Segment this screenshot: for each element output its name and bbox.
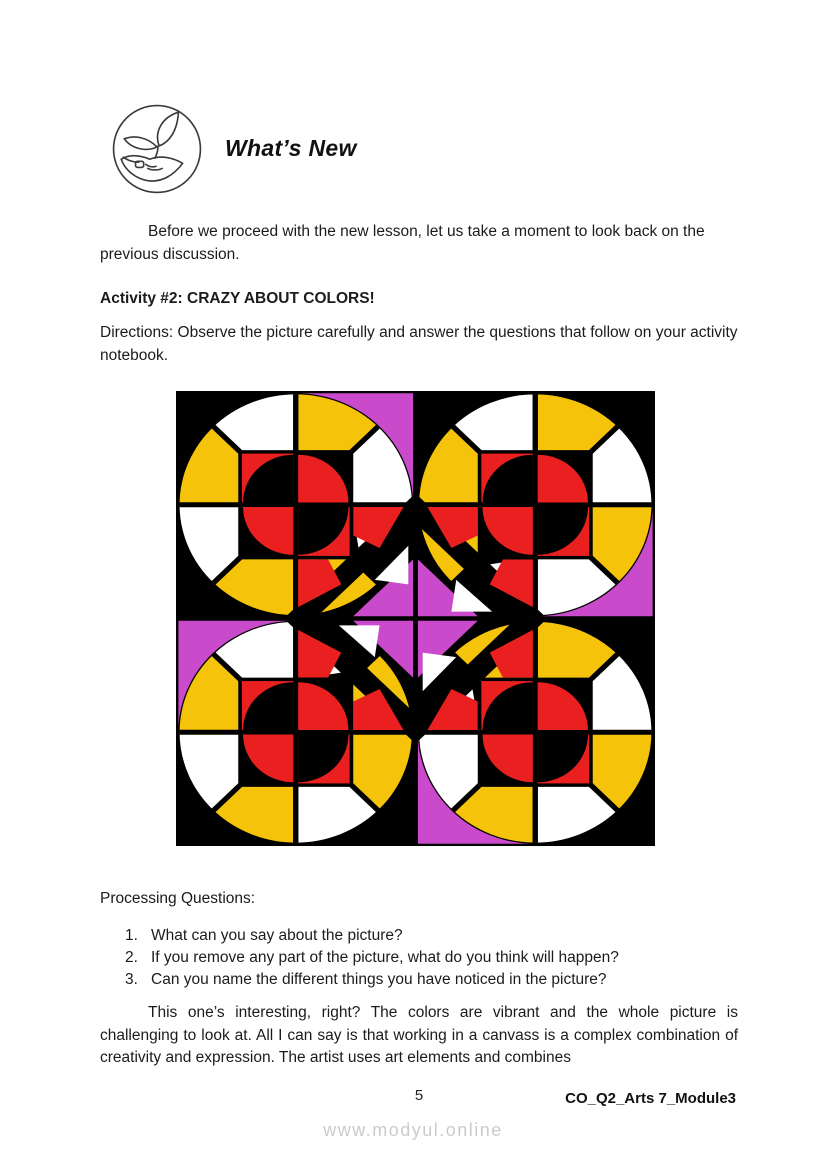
list-item (125, 947, 725, 969)
processing-questions-heading: Processing Questions: (100, 890, 256, 907)
page-number: 5 (414, 1087, 424, 1104)
question-text: Can you name the different things you have noticed in the picture? (151, 970, 607, 988)
hand-seedling-icon (111, 103, 203, 195)
module-code: CO_Q2_Arts 7_Module3 (565, 1090, 736, 1107)
list-marker: 2. (125, 948, 138, 966)
questions-list (125, 925, 725, 990)
list-marker: 1. (125, 927, 138, 944)
directions-text: Directions: Observe the picture carefully and answer the questions that follow on your activity notebook. (100, 324, 738, 364)
activity-heading: Activity #2: CRAZY ABOUT COLORS! (100, 290, 375, 307)
intro-paragraph: Before we proceed with the new lesson, let us take a moment to look back on the previous discussion. (100, 223, 705, 263)
page-title: What’s New (225, 135, 357, 161)
list-item (125, 925, 725, 947)
list-marker: 3. (125, 970, 138, 988)
question-text: If you remove any part of the picture, what do you think will happen? (151, 948, 619, 966)
abstract-artwork-image (176, 391, 655, 846)
watermark-text: www.modyul.online (323, 1120, 503, 1140)
closing-paragraph: This one’s interesting, right? The colors are vibrant and the whole picture is challenging to look at. All I can say is that working in a canvass is a complex combination of creativity and expression. The artist uses art elements and combines (100, 1004, 738, 1066)
question-text: What can you say about the picture? (151, 927, 403, 944)
list-item (125, 969, 725, 991)
